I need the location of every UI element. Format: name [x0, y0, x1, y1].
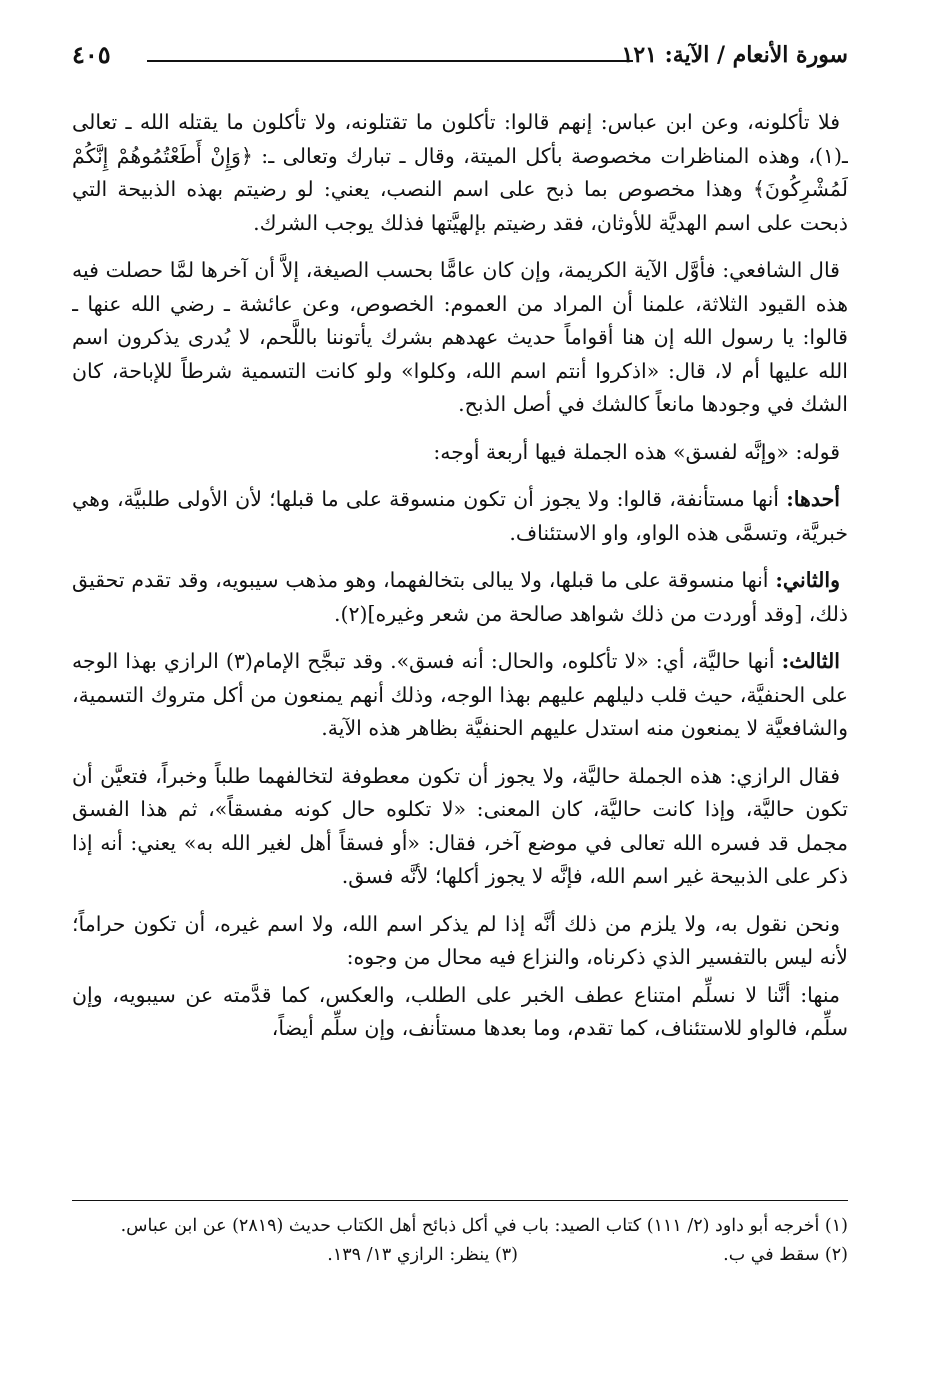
footnote-row [72, 1241, 848, 1270]
paragraph-6-lead: الثالث: [781, 649, 840, 673]
header-rule [147, 60, 633, 62]
paragraph-7 [72, 760, 848, 894]
paragraph-5-lead: والثاني: [775, 568, 840, 592]
paragraph-1-text: فلا تأكلونه، وعن ابن عباس: إنهم قالوا: تأكلون ما تقتلونه، ولا تأكلون ما يقتله الله ـ تعالى ـ(١)، وهذه المناظرات مخصوصة بأكل الميتة، وقال ـ تبارك وتعالى ـ: ﴿وَإِنْ أَطَعْتُمُوهُمْ إِنَّكُمْ لَمُشْرِكُونَ﴾ وهذا مخصوص بما ذبح على اسم النصب، يعني: لو رضيتم بهذه الذبيحة التي ذبحت على اسم الهديَّة للأوثان، فقد رضيتم بإلهيَّتها فذلك يوجب الشرك. [72, 110, 848, 235]
page-number: ٤٠٥ [72, 40, 111, 69]
paragraph-4 [72, 483, 848, 550]
paragraph-9 [72, 979, 848, 1046]
paragraph-6-text: أنها حاليَّة، أي: «لا تأكلوه، والحال: أنه فسق». وقد تبجَّح الإمام(٣) الرازي بهذا الوجه على الحنفيَّة، حيث قلب دليلهم عليهم بهذا الوجه، وذلك أنهم يمنعون من أكل متروك التسمية، والشافعيَّة لا يمنعون منه استدل عليهم الحنفيَّة بظاهر هذه الآية. [72, 649, 848, 740]
header-title: سورة الأنعام / الآية: ١٢١ [621, 42, 848, 68]
paragraph-4-text: أنها مستأنفة، قالوا: ولا يجوز أن تكون منسوقة على ما قبلها؛ لأن الأولى طلبيَّة، وهي خبريَّة، وتسمَّى هذه الواو، واو الاستئناف. [72, 487, 848, 545]
running-header [72, 38, 848, 78]
footnote-1: (١) أخرجه أبو داود (٢/ ١١١) كتاب الصيد: باب في أكل ذبائح أهل الكتاب حديث (٢٨١٩) عن ابن عباس. [120, 1216, 848, 1236]
paragraph-3-text: قوله: «وإنَّه لفسق» هذه الجملة فيها أربعة أوجه: [433, 439, 840, 464]
paragraph-2-text: قال الشافعي: فأوَّل الآية الكريمة، وإن كان عامًّا بحسب الصيغة، إلاَّ أن آخرها لمَّا حصلت فيه هذه القيود الثلاثة، علمنا أن المراد من العموم: الخصوص، وعن عائشة ـ رضي الله عنها ـ قالوا: يا رسول الله إن هنا أقواماً حديث عهدهم بشرك يأتوننا باللَّحم، لا يُدرى يذكرون اسم الله عليها أم لا، قال: «اذكروا أنتم اسم الله، وكلوا» ولو كانت التسمية شرطاً للإباحة، كان الشك في وجودها مانعاً كالشك في أصل الذبح. [72, 258, 848, 416]
paragraph-1 [72, 106, 848, 240]
footnote-2: (٢) سقط في ب. [723, 1245, 848, 1265]
footnote-3: (٣) ينظر: الرازي ١٣/ ١٣٩. [327, 1245, 518, 1265]
paragraph-4-lead: أحدها: [786, 487, 840, 511]
paragraph-2 [72, 254, 848, 422]
paragraph-3 [72, 436, 848, 470]
body-text [72, 106, 848, 1196]
paragraph-8-text: ونحن نقول به، ولا يلزم من ذلك أنَّه إذا لم يذكر اسم الله، ولا اسم غيره، أن تكون حراماً؛ لأنه ليس بالتفسير الذي ذكرناه، والنزاع فيه محال من وجوه: [72, 911, 848, 969]
paragraph-7-text: فقال الرازي: هذه الجملة حاليَّة، ولا يجوز أن تكون معطوفة لتخالفهما طلباً وخبراً، فتعيَّن أن تكون حاليَّة، وإذا كانت حاليَّة، كان المعنى: «لا تكلوه حال كونه مفسقاً»، ثم هذا الفسق مجمل قد فسره الله تعالى في موضع آخر، فقال: «أو فسقاً أهل لغير الله به» يعني: أنه إذا ذكر على الذبيحة غير اسم الله، فإنَّه لا يجوز أكلها؛ لأنَّه فسق. [72, 763, 848, 888]
paragraph-6 [72, 645, 848, 746]
paragraph-8 [72, 908, 848, 975]
footnote-divider [72, 1200, 848, 1201]
paragraph-5 [72, 564, 848, 631]
footnotes [72, 1212, 848, 1270]
paragraph-5-text: أنها منسوقة على ما قبلها، ولا يبالى بتخالفهما، وهو مذهب سيبويه، وقد تقدم تحقيق ذلك، [وقد أوردت من ذلك شواهد صالحة من شعر وغيره](٢). [72, 568, 848, 626]
paragraph-9-text: منها: أنَّنا لا نسلِّم امتناع عطف الخبر على الطلب، والعكس، كما قدَّمته عن سيبويه، وإن سلِّم، فالواو للاستئناف، كما تقدم، وما بعدها مستأنف، وإن سلِّم أيضاً، [72, 982, 848, 1040]
